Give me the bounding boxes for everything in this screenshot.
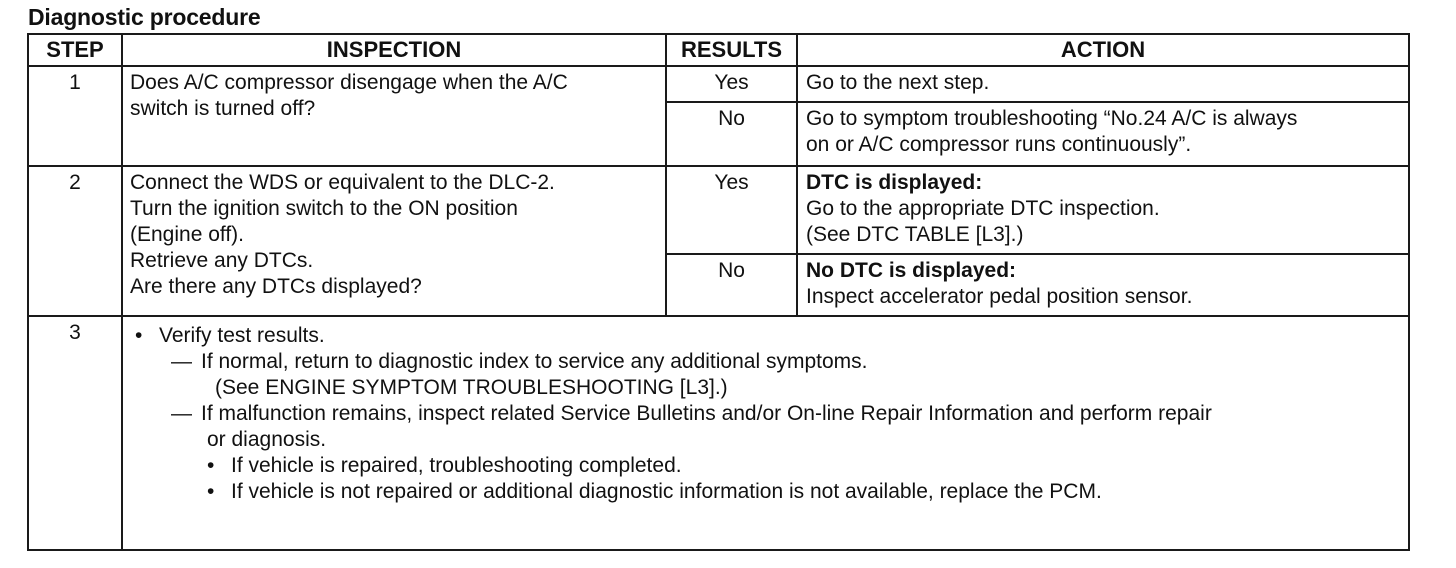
result-yes: Yes	[666, 66, 797, 102]
instruction-text: If vehicle is not repaired or additional diagnostic information is not available, replace the PCM.	[231, 480, 1102, 503]
instruction-text: If malfunction remains, inspect related Service Bulletins and/or On-line Repair Information and perform repair	[201, 402, 1212, 425]
step-inspection	[122, 66, 666, 166]
action-line: Go to the appropriate DTC inspection.	[806, 197, 1160, 220]
table-row	[28, 166, 1409, 254]
result-no: No	[666, 254, 797, 316]
inspection-line: Retrieve any DTCs.	[130, 249, 314, 272]
instruction-text: If vehicle is repaired, troubleshooting completed.	[231, 454, 682, 477]
bullet-icon: •	[207, 480, 215, 503]
action-text	[797, 254, 1409, 316]
inspection-line: switch is turned off?	[130, 97, 316, 120]
instruction-text: Verify test results.	[159, 324, 325, 347]
instruction-line	[135, 479, 1402, 505]
dash-icon: —	[171, 402, 192, 425]
action-text: Go to the next step.	[797, 66, 1409, 102]
action-line: (See DTC TABLE [L3].)	[806, 223, 1024, 246]
instruction-line	[135, 349, 1402, 375]
inspection-line: Are there any DTCs displayed?	[130, 275, 422, 298]
instruction-line	[135, 401, 1402, 427]
instruction-line	[135, 453, 1402, 479]
step-inspection	[122, 166, 666, 316]
header-step: STEP	[28, 34, 122, 66]
instruction-line	[135, 323, 1402, 349]
action-line: Inspect accelerator pedal position sensor.	[806, 285, 1193, 308]
table-header-row	[28, 34, 1409, 66]
action-text	[797, 102, 1409, 166]
inspection-line: Does A/C compressor disengage when the A/C	[130, 71, 568, 94]
header-inspection: INSPECTION	[122, 34, 666, 66]
inspection-line: Connect the WDS or equivalent to the DLC-2.	[130, 171, 555, 194]
header-results: RESULTS	[666, 34, 797, 66]
diagnostic-procedure-table	[27, 33, 1410, 551]
action-heading: No DTC is displayed:	[806, 259, 1017, 282]
action-heading: DTC is displayed:	[806, 171, 983, 194]
step-instructions	[122, 316, 1409, 550]
instruction-text: If normal, return to diagnostic index to service any additional symptoms.	[201, 350, 868, 373]
bullet-icon: •	[207, 454, 215, 477]
instruction-line: (See ENGINE SYMPTOM TROUBLESHOOTING [L3].)	[215, 376, 728, 399]
inspection-line: Turn the ignition switch to the ON position	[130, 197, 518, 220]
bullet-icon: •	[135, 324, 143, 347]
action-text	[797, 166, 1409, 254]
step-number: 1	[28, 66, 122, 166]
result-no: No	[666, 102, 797, 166]
action-line: Go to symptom troubleshooting “No.24 A/C is always	[806, 107, 1298, 130]
table-row	[28, 316, 1409, 550]
result-yes: Yes	[666, 166, 797, 254]
step-number: 2	[28, 166, 122, 316]
step-number: 3	[28, 316, 122, 550]
instruction-line: or diagnosis.	[207, 428, 327, 451]
dash-icon: —	[171, 350, 192, 373]
inspection-line: (Engine off).	[130, 223, 245, 246]
table-row	[28, 66, 1409, 102]
header-action: ACTION	[797, 34, 1409, 66]
action-line: on or A/C compressor runs continuously”.	[806, 133, 1192, 156]
page-title: Diagnostic procedure	[28, 4, 261, 30]
